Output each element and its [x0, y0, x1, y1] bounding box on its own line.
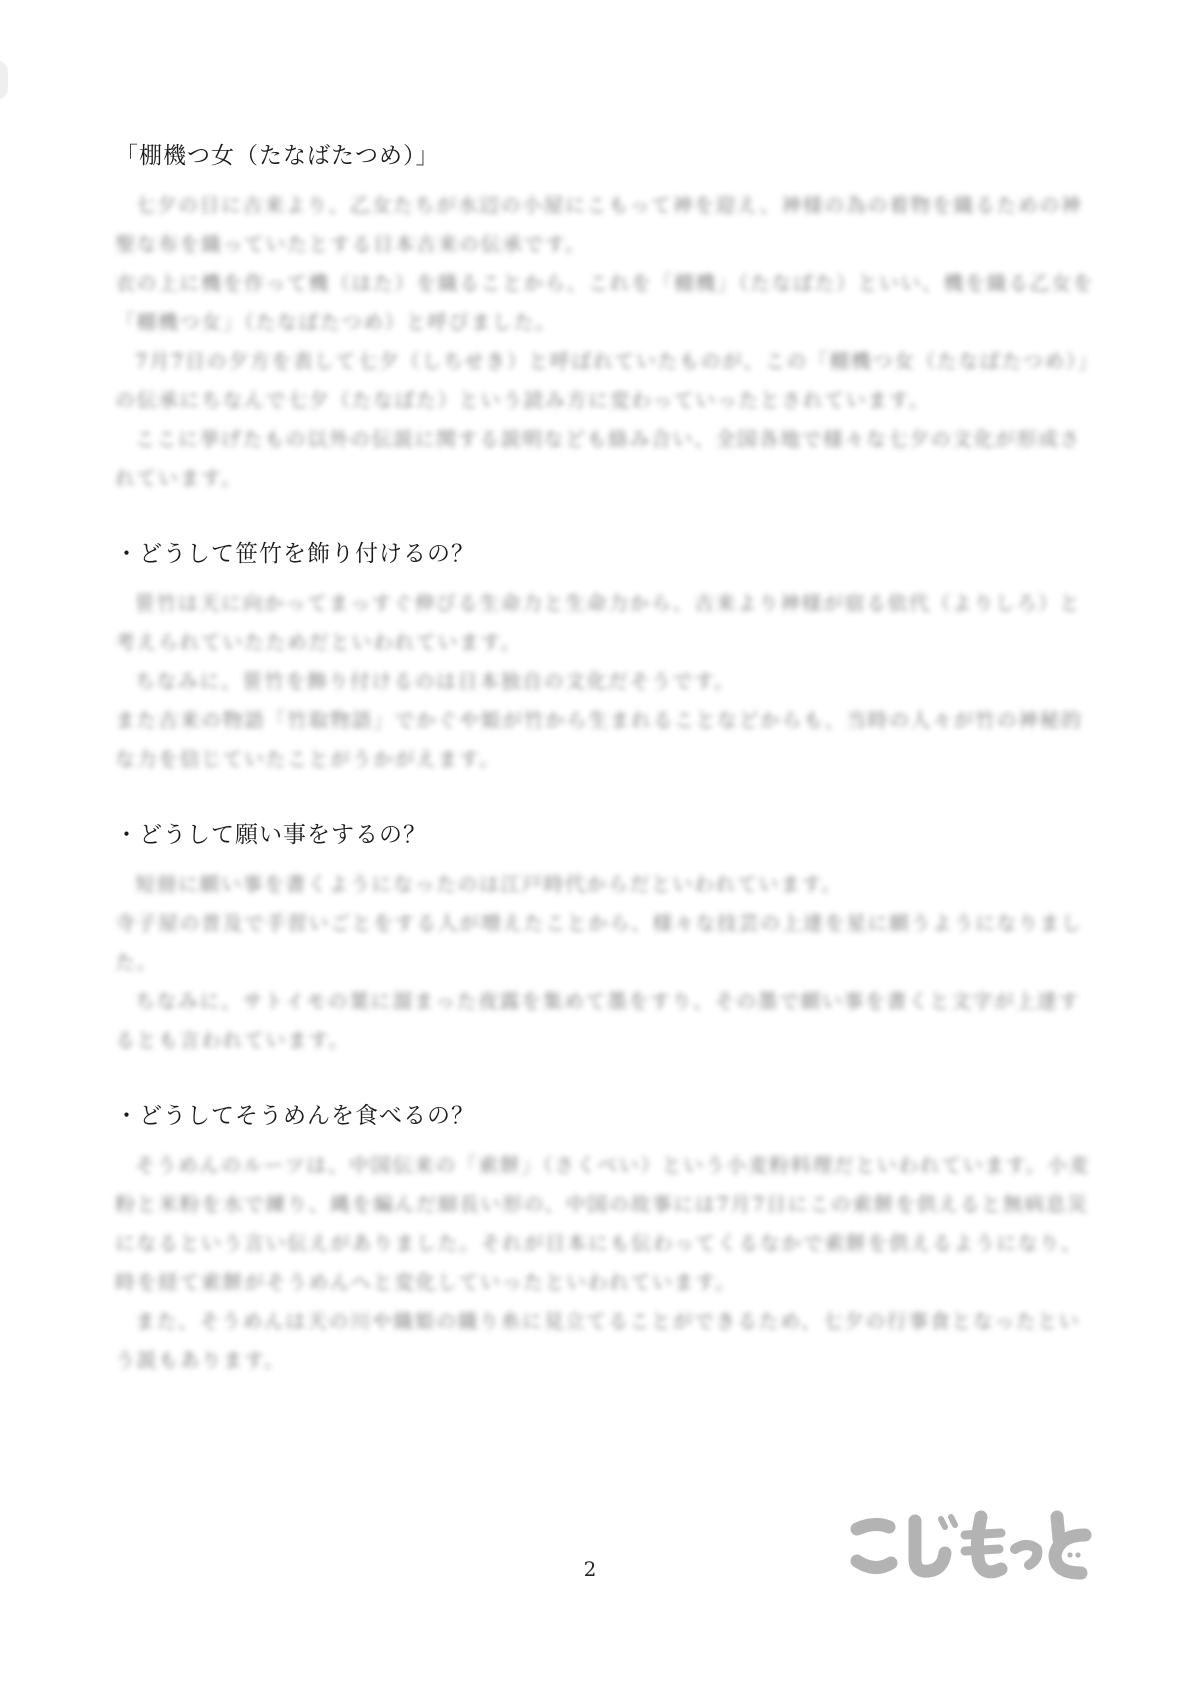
- paragraph: 七夕の日に古来より、乙女たちが水辺の小屋にこもって神を迎え、神様の為の着物を織るための神聖な布を織っていたとする日本古来の伝承です。: [115, 193, 1083, 256]
- section-heading: 「棚機つ女（たなばたつめ）」: [115, 143, 440, 169]
- section-body: [115, 186, 1095, 498]
- section-body: [115, 584, 1095, 779]
- paragraph: 7月7日の夕方を表して七夕（しちせき）と呼ばれていたものが、この「棚機つ女（たなばたつめ）」の伝承にちなんで七夕（たなばた）という読み方に変わっていったとされています。: [115, 349, 1089, 412]
- paragraph: ちなみに、サトイモの葉に溜まった夜露を集めて墨をすり、その墨で願い事を書くと文字が上達するとも言われています。: [115, 989, 1080, 1052]
- paragraph: そうめんのルーツは、中国伝来の「索餅」（さくべい）という小麦粉料理だといわれています。小麦粉と米粉を水で練り、縄を編んだ細長い形の、中国の故事には7月7日にこの索餅を供えると無病息災になるという言い伝えがありました。それが日本にも伝わってくるなかで索餅を供えるようになり、時を経て索餅がそうめんへと変化していったといわれています。: [115, 1153, 1091, 1294]
- section-negaigoto: [115, 819, 1095, 1060]
- section-tanabatatsume: [115, 140, 1095, 498]
- paragraph: また、そうめんは天の川や織姫の織り糸に見立てることができるため、七夕の行事食となったという説もあります。: [115, 1309, 1081, 1372]
- section-sasatake: [115, 538, 1095, 779]
- paragraph: 短冊に願い事を書くようになったのは江戸時代からだといわれています。: [135, 872, 843, 896]
- document-body: [115, 140, 1095, 1380]
- paragraph: ここに挙げたもの以外の伝説に関する説明なども絡み合い、全国各地で様々な七夕の文化が形成されています。: [115, 427, 1081, 490]
- section-heading: ・どうしてそうめんを食べるの？: [115, 1103, 475, 1129]
- page-corner-tab: [0, 60, 8, 100]
- section-heading: ・どうして願い事をするの？: [115, 822, 427, 848]
- kodomotto-logo: [845, 1505, 1095, 1587]
- paragraph: 寺子屋の普及で手習いごとをする人が増えたことから、様々な技芸の上達を星に願うようになりました。: [115, 911, 1083, 974]
- paragraph: 衣の上に機を作って機（はた）を織ることから、これを「棚機」（たなばた）といい、機を織る乙女を「棚機つ女」（たなばたつめ）と呼びました。: [115, 271, 1094, 334]
- paragraph: また古来の物語「竹取物語」でかぐや姫が竹から生まれることなどからも、当時の人々が竹の神秘的な力を信じていたことがうかがえます。: [115, 708, 1083, 771]
- section-heading: ・どうして笹竹を飾り付けるの？: [115, 541, 475, 567]
- paragraph: 笹竹は天に向かってまっすぐ伸びる生命力と生命力から、古来より神様が宿る依代（よりしろ）と考えられていたためだといわれています。: [115, 591, 1081, 654]
- page-number: 2: [583, 1557, 597, 1581]
- section-soumen: [115, 1100, 1095, 1380]
- section-body: [115, 865, 1095, 1060]
- paragraph: ちなみに、笹竹を飾り付けるのは日本独自の文化だそうです。: [135, 669, 736, 693]
- section-body: [115, 1146, 1095, 1380]
